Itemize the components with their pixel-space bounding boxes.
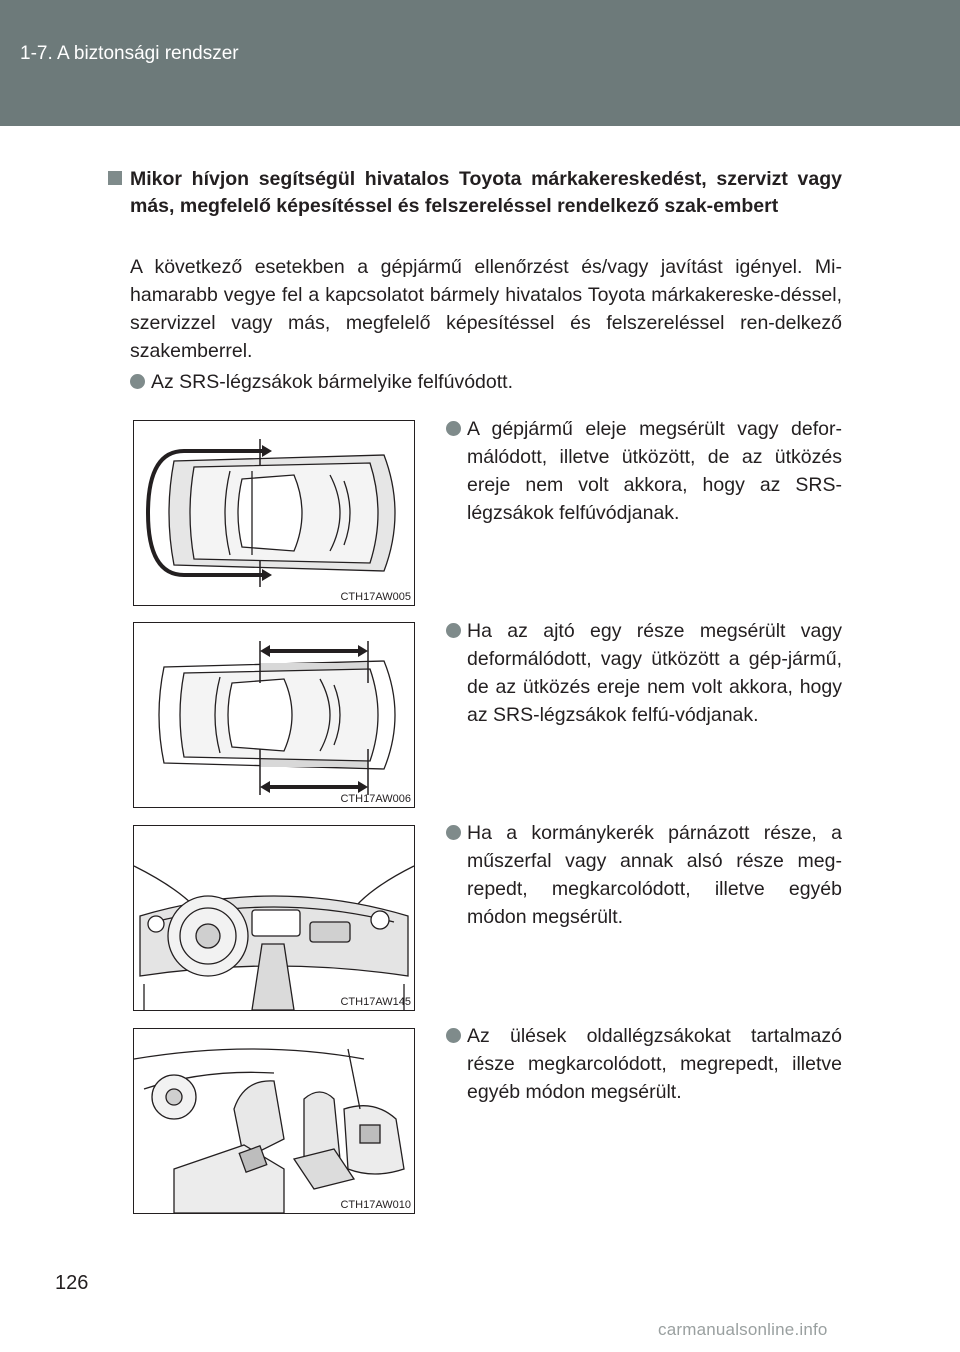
- figure-seat-damage: [133, 1028, 415, 1214]
- square-bullet-icon: [108, 171, 122, 185]
- section-title: 1-7. A biztonsági rendszer: [20, 43, 239, 64]
- figure-code: CTH17AW005: [340, 591, 411, 603]
- round-bullet-icon: [130, 374, 145, 389]
- list-item-text: Ha a kormánykerék párnázott része, a műszerfal vagy annak alsó része meg-repedt, megkarcolódott, illetve egyéb módon megsérült.: [467, 822, 842, 928]
- intro-paragraph: A következő esetekben a gépjármű ellenőrzést és/vagy javítást igényel. Mi-hamarabb vegye fel a kapcsolatot bármely hivatalos Toyota márkakereske-déssel, szervizzel vagy más, megfelelő képesítéssel és felszereléssel ren-delkező szakemberrel.: [130, 256, 842, 362]
- figure-code: CTH17AW145: [340, 996, 411, 1008]
- figure-front-damage: [133, 420, 415, 606]
- list-item: [446, 1022, 842, 1106]
- list-item: [446, 617, 842, 729]
- car-top-view-front-illustration: [134, 421, 414, 605]
- round-bullet-icon: [446, 1028, 461, 1043]
- list-item-text: Az ülések oldallégzsákokat tartalmazó része megkarcolódott, megrepedt, illetve egyéb módon megsérült.: [467, 1025, 842, 1103]
- list-item: [446, 819, 842, 931]
- round-bullet-icon: [446, 825, 461, 840]
- figure-code: CTH17AW006: [340, 793, 411, 805]
- list-item-text: A gépjármű eleje megsérült vagy defor-málódott, illetve ütközött, de az ütközés ereje nem volt akkora, hogy az SRS-légzsákok felfúvódjanak.: [467, 418, 842, 524]
- figure-code: CTH17AW010: [340, 1199, 411, 1211]
- round-bullet-icon: [446, 623, 461, 638]
- bullet-airbags: [130, 368, 842, 396]
- car-interior-seats-illustration: [134, 1029, 414, 1213]
- round-bullet-icon: [446, 421, 461, 436]
- bullet-airbags-text: Az SRS-légzsákok bármelyike felfúvódott.: [151, 371, 513, 393]
- list-item-text: Ha az ajtó egy része megsérült vagy deformálódott, vagy ütközött a gép-jármű, de az ütközés ereje nem volt akkora, hogy az SRS-légzsákok felfú-vódjanak.: [467, 620, 842, 726]
- page-number: 126: [55, 1272, 89, 1294]
- figure-dashboard-damage: [133, 825, 415, 1011]
- car-top-view-door-illustration: [134, 623, 414, 807]
- section-heading-text: Mikor hívjon segítségül hivatalos Toyota márkakereskedést, szervizt vagy más, megfelelő képesítéssel és felszereléssel rendelkező szak-embert: [130, 168, 842, 217]
- page-header: [0, 0, 960, 126]
- section-heading: [108, 166, 842, 220]
- list-item: [446, 415, 842, 527]
- dashboard-illustration: [134, 826, 414, 1010]
- watermark: carmanualsonline.info: [658, 1320, 828, 1339]
- figure-door-damage: [133, 622, 415, 808]
